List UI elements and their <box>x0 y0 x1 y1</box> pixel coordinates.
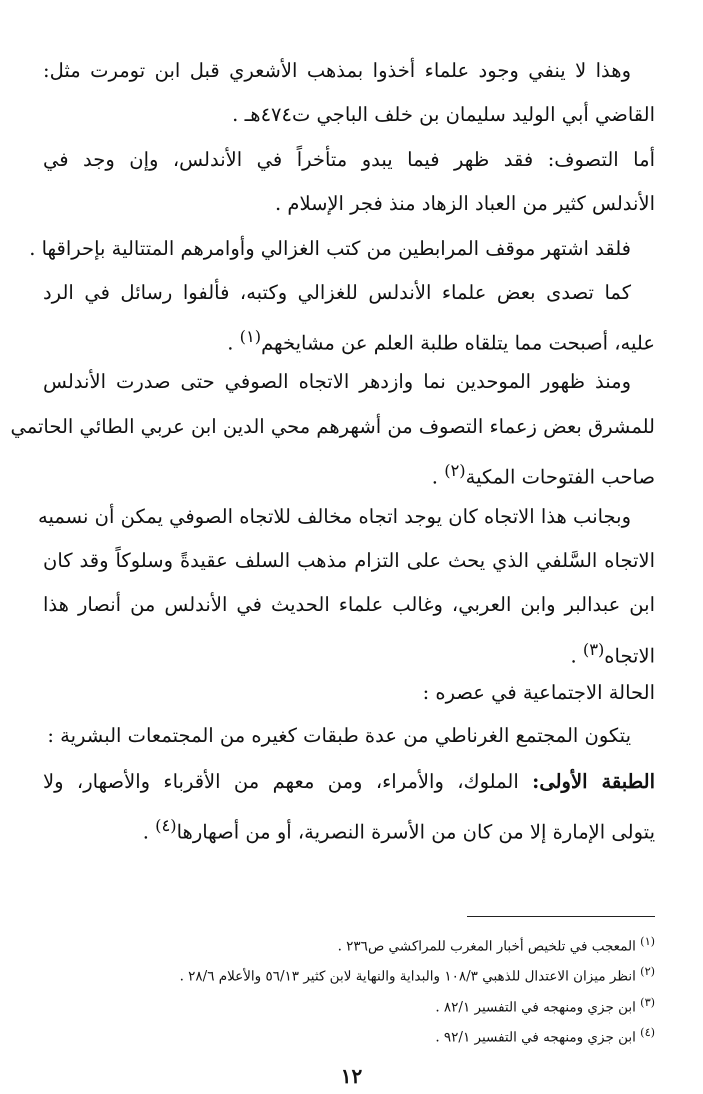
footnote-text: المعجب في تلخيص أخبار المغرب للمراكشي ص٢٣٦ . <box>337 938 636 955</box>
section-heading: الحالة الاجتماعية في عصره : <box>422 681 655 704</box>
footnote-number: (٢) <box>640 965 655 978</box>
footnote-number: (٤) <box>640 1026 655 1039</box>
footnote-number: (١) <box>640 935 655 948</box>
footnote-ref: (١) <box>239 327 262 346</box>
text-line: فلقد اشتهر موقف المرابطين من كتب الغزالي وأوامرهم المتتالية بإحراقها . <box>29 237 631 260</box>
text-line <box>43 767 655 797</box>
page-number: ١٢ <box>340 1064 363 1088</box>
footnote-ref: (٤) <box>155 816 177 835</box>
text-line <box>43 456 655 493</box>
footnote-number: (٣) <box>640 996 655 1009</box>
text-fragment: . <box>142 820 156 844</box>
footnote <box>43 993 655 1018</box>
text-line: كما تصدى بعض علماء الأندلس للغزالي وكتبه، فألفوا رسائل في الرد <box>43 281 631 304</box>
footnote-ref: (٣) <box>582 640 605 659</box>
text-fragment: . <box>570 644 583 668</box>
text-line: ابن عبدالبر وابن العربي، وغالب علماء الحديث في الأندلس من أنصار هذا <box>43 593 655 616</box>
text-fragment: الملوك، والأمراء، ومن معهم من الأقرباء والأصهار، ولا <box>43 770 519 793</box>
text-line: الأندلس كثير من العباد الزهاد منذ فجر الإسلام . <box>274 192 655 215</box>
text-fragment: الاتجاه <box>604 644 655 668</box>
text-line <box>43 811 655 848</box>
text-line: ومنذ ظهور الموحدين نما وازدهر الاتجاه الصوفي حتى صدرت الأندلس <box>43 370 631 393</box>
text-fragment: . <box>431 465 445 489</box>
text-line: أما التصوف: فقد ظهر فيما يبدو متأخراً في الأندلس، وإن وجد في <box>43 148 655 171</box>
text-fragment: عليه، أصبحت مما يتلقاه طلبة العلم عن مشايخهم <box>261 331 655 355</box>
footnote-separator <box>467 916 655 917</box>
text-line <box>43 322 655 359</box>
footnote-text: انظر ميزان الاعتدال للذهبي ١٠٨/٣ والبداية والنهاية لابن كثير ٥٦/١٣ والأعلام ٢٨/٦ . <box>179 968 636 985</box>
text-fragment: يتولى الإمارة إلا من كان من الأسرة النصرية، أو من أصهارها <box>176 820 655 844</box>
text-line: القاضي أبي الوليد سليمان بن خلف الباجي ت٤٧٤هـ . <box>232 103 655 126</box>
text-line <box>43 635 655 672</box>
text-line: وبجانب هذا الاتجاه كان يوجد اتجاه مخالف للاتجاه الصوفي يمكن أن نسميه <box>38 505 631 528</box>
footnote <box>43 962 655 987</box>
footnote-text: ابن جزي ومنهجه في التفسير ٨٢/١ . <box>435 999 636 1016</box>
text-line: الاتجاه السَّلفي الذي يحث على التزام مذهب السلف عقيدةً وسلوكاً وقد كان <box>43 549 655 572</box>
text-fragment: صاحب الفتوحات المكية <box>465 465 655 489</box>
footnote <box>43 932 655 957</box>
text-fragment: . <box>227 331 240 355</box>
footnote-text: ابن جزي ومنهجه في التفسير ٩٢/١ . <box>435 1029 636 1046</box>
footnote <box>43 1023 655 1048</box>
text-line: يتكون المجتمع الغرناطي من عدة طبقات كغيره من المجتمعات البشرية : <box>47 724 631 747</box>
footnote-ref: (٢) <box>444 461 466 480</box>
text-line: للمشرق بعض زعماء التصوف من أشهرهم محي الدين ابن عربي الطائي الحاتمي <box>10 415 655 438</box>
class-heading: الطبقة الأولى: <box>532 770 655 793</box>
text-line: وهذا لا ينفي وجود علماء أخذوا بمذهب الأشعري قبل ابن تومرت مثل: <box>43 59 631 82</box>
